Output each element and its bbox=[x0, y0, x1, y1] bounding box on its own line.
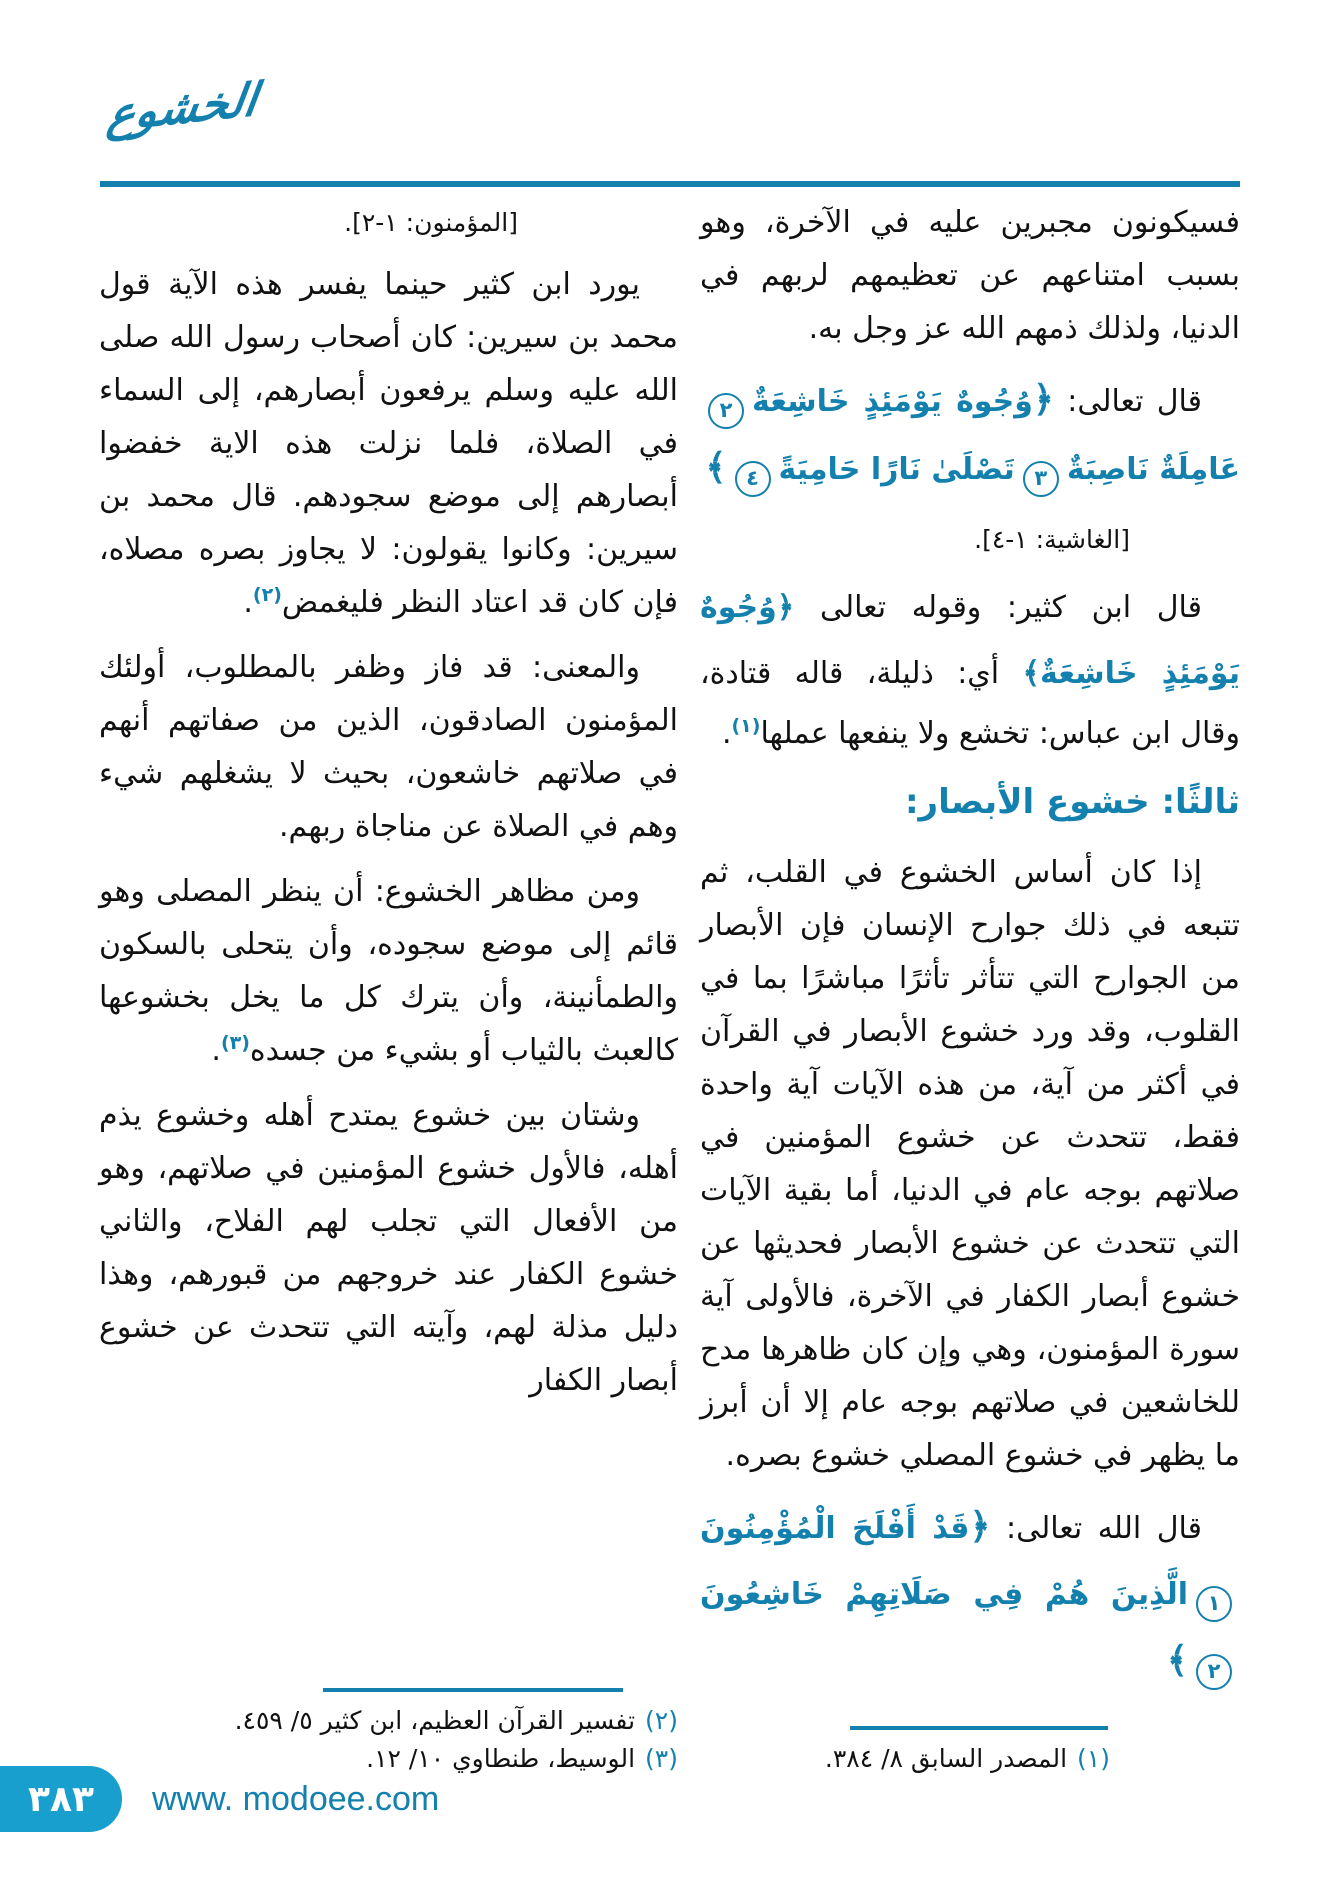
paragraph-continuation: فسيكونون مجبرين عليه في الآخرة، وهو بسبب امتناعهم عن تعظيمهم لربهم في الدنيا، ولذلك ذمهم الله عز وجل به. bbox=[700, 205, 1240, 346]
inline-quran-fragment: ﴿وُجُوهٌ يَوْمَئِذٍ خَاشِعَةٌ﴾ bbox=[700, 590, 1240, 691]
paragraph-ibn-sirin bbox=[99, 258, 678, 629]
footnote-reference-2: (٢) bbox=[252, 584, 282, 606]
period: . bbox=[211, 1033, 221, 1068]
footnote-1-text: المصدر السابق ٨/ ٣٨٤. bbox=[824, 1744, 1068, 1773]
ornate-close-bracket: ﴾ bbox=[705, 447, 727, 488]
verse-text: قَدْ أَفْلَحَ الْمُؤْمِنُونَ bbox=[700, 1511, 970, 1546]
footnote-2 bbox=[99, 1702, 678, 1740]
ayah-number-badge: ١ bbox=[1196, 1586, 1232, 1622]
ayah-number-badge: ٣ bbox=[1023, 461, 1059, 497]
footnote-reference-3: (٣) bbox=[220, 1032, 250, 1054]
qala-taala-label: قال تعالى: bbox=[1053, 384, 1202, 419]
surah-citation-muminun: [المؤمنون: ١-٢]. bbox=[344, 208, 518, 237]
period: . bbox=[243, 585, 253, 620]
right-column-footnotes bbox=[700, 1726, 1240, 1778]
paragraph-basar-explanation: إذا كان أساس الخشوع في القلب، ثم تتبعه في ذلك جوارح الإنسان فإن الأبصار من الجوارح التي تتأثر تأثرًا مباشرًا بما في القلوب، وقد ورد خشوع الأبصار في القرآن في أكثر من آية، من هذه الآيات آية واحدة فقط، تتحدث عن خشوع المؤمنين في صلاتهم بوجه عام في الدنيا، أما بقية الآيات التي تتحدث عن خشوع الأبصار فحديثها عن خشوع أبصار الكفار في الآخرة، فالأولى آية سورة المؤمنون، وهي وإن كان ظاهرها مدح للخاشعين في صلاتهم بوجه عام إلا أن أبرز ما يظهر في خشوع المصلي خشوع بصره. bbox=[700, 855, 1240, 1473]
period: . bbox=[721, 716, 732, 751]
footnote-3-marker: (٣) bbox=[645, 1744, 678, 1773]
ornate-open-bracket: ﴿ bbox=[1032, 379, 1054, 420]
verse-text: وُجُوهٌ يَوْمَئِذٍ خَاشِعَةٌ bbox=[752, 384, 1033, 419]
footnote-separator-line bbox=[850, 1726, 1108, 1730]
ayah-number-badge: ٢ bbox=[1196, 1654, 1232, 1690]
ornate-open-bracket: ﴿ bbox=[969, 1506, 991, 1547]
verse-text: تَصْلَىٰ نَارًا حَامِيَةً bbox=[778, 452, 1015, 487]
website-link[interactable]: www. modoee.com bbox=[152, 1780, 440, 1818]
commentary-text: أي: ذليلة، قاله قتادة، وقال ابن عباس: تخشع ولا ينفعها عملها bbox=[700, 656, 1240, 751]
footnote-3 bbox=[99, 1740, 678, 1778]
ornate-close-bracket: ﴾ bbox=[1166, 1640, 1188, 1681]
verse-text: عَامِلَةٌ نَاصِبَةٌ bbox=[1066, 452, 1240, 487]
ayah-number-badge: ٤ bbox=[735, 461, 771, 497]
footnote-3-text: الوسيط، طنطاوي ١٠/ ١٢. bbox=[366, 1744, 636, 1773]
header-divider-line bbox=[100, 181, 1240, 187]
paragraph-mazahir-khushu bbox=[99, 865, 678, 1077]
page-number-badge bbox=[0, 1766, 122, 1832]
paragraph-shattan: وشتان بين خشوع يمتدح أهله وخشوع يذم أهله، فالأول خشوع المؤمنين في صلاتهم، وهو من الأفعال التي تجلب لهم الفلاح، والثاني خشوع الكفار عند خروجهم من قبورهم، وهذا دليل مذلة لهم، وآيته التي تتحدث عن خشوع أبصار الكفار bbox=[99, 1098, 678, 1398]
footnote-2-text: تفسير القرآن العظيم، ابن كثير ٥/ ٤٥٩. bbox=[234, 1706, 636, 1735]
ibn-kathir-commentary bbox=[700, 575, 1240, 760]
paragraph-text: ومن مظاهر الخشوع: أن ينظر المصلى وهو قائم إلى موضع سجوده، وأن يتحلى بالسكون والطمأنينة، وأن يترك كل ما يخل بخشوعها كالعبث بالثياب أو بشيء من جسده bbox=[99, 874, 678, 1068]
footnote-separator-line bbox=[323, 1688, 623, 1692]
right-text-column bbox=[700, 196, 1240, 1778]
left-column-footnotes bbox=[99, 1688, 678, 1778]
quran-quote-ghashiyah bbox=[700, 367, 1240, 503]
footnote-2-marker: (٢) bbox=[645, 1706, 678, 1735]
section-heading-khushu-absar: ثالثًا: خشوع الأبصار: bbox=[904, 782, 1240, 822]
verse-text: الَّذِينَ هُمْ فِي صَلَاتِهِمْ خَاشِعُونَ bbox=[700, 1577, 1188, 1612]
footnote-1 bbox=[700, 1740, 1240, 1778]
khushu-calligraphy-logo: الخشوع bbox=[104, 72, 261, 142]
footnote-reference-1: (١) bbox=[731, 715, 761, 737]
two-column-text-area bbox=[99, 196, 1240, 1778]
paragraph-meaning: والمعنى: قد فاز وظفر بالمطلوب، أولئك المؤمنون الصادقون، الذين من صفاتهم أنهم في صلاتهم خاشعون، بحيث لا يشغلهم شيء وهم في الصلاة عن مناجاة ربهم. bbox=[99, 650, 678, 844]
paragraph-text: يورد ابن كثير حينما يفسر هذه الآية قول محمد بن سيرين: كان أصحاب رسول الله صلى الله عليه وسلم يرفعون أبصارهم، إلى السماء في الصلاة، فلما نزلت هذه الاية خفضوا أبصارهم إلى موضع سجودهم. قال محمد بن سيرين: وكانوا يقولون: لا يجاوز بصره مصلاه، فإن كان قد اعتاد النظر فليغمض bbox=[99, 267, 678, 620]
commentary-text: قال ابن كثير: وقوله تعالى bbox=[794, 590, 1202, 625]
qala-allah-taala-label: قال الله تعالى: bbox=[990, 1511, 1203, 1546]
footnote-1-marker: (١) bbox=[1077, 1744, 1110, 1773]
quran-quote-muminun bbox=[700, 1494, 1240, 1696]
ayah-number-badge: ٢ bbox=[708, 393, 744, 429]
left-text-column bbox=[99, 196, 678, 1778]
page-number: ٣٨٣ bbox=[28, 1778, 94, 1820]
surah-citation-ghashiyah: [الغاشية: ١-٤]. bbox=[974, 525, 1130, 554]
